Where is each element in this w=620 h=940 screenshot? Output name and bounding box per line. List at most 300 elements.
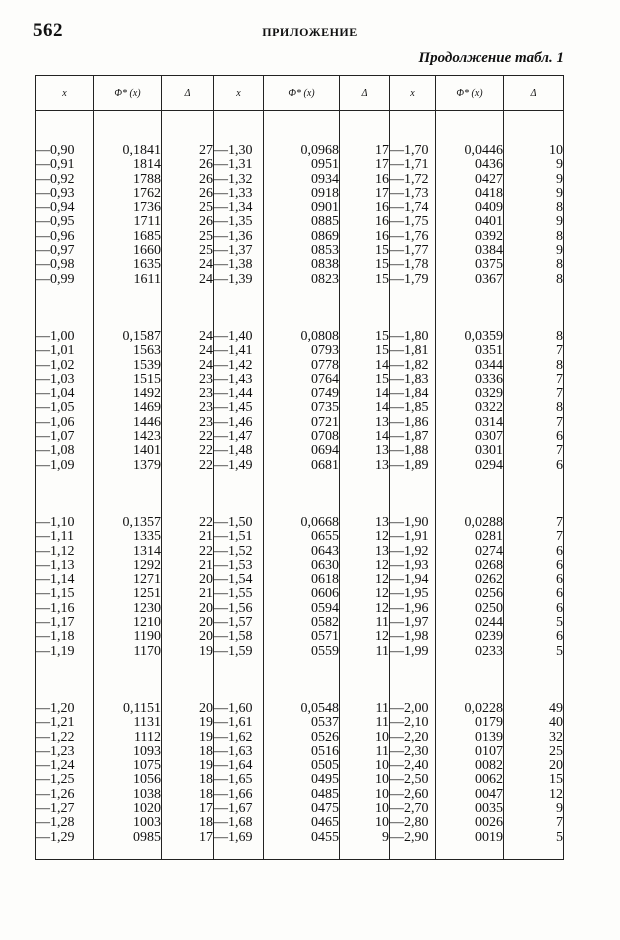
group-spacer — [504, 659, 563, 702]
table-cell: 0281 — [475, 529, 503, 545]
table-cell: —1,54 — [214, 572, 253, 588]
table-cell: 24 — [199, 257, 213, 273]
table-cell: —1,65 — [214, 772, 253, 788]
table-cell: —1,59 — [214, 643, 253, 659]
table-cell: 0375 — [475, 257, 503, 273]
table-cell: —1,22 — [36, 729, 75, 745]
table-cell: 12 — [375, 529, 389, 545]
table-cell: —1,80 — [390, 328, 429, 344]
table-cell: 0,0359 — [464, 328, 503, 344]
table-cell: 8 — [556, 328, 563, 344]
table-cell: 0301 — [475, 443, 503, 459]
table-cell: 8 — [556, 228, 563, 244]
table-cell: —1,79 — [390, 271, 429, 287]
table-header-row — [36, 76, 564, 111]
table-cell: —1,76 — [390, 228, 429, 244]
table-cell: 0918 — [311, 185, 339, 201]
table-cell: —1,28 — [36, 815, 75, 831]
table-cell: 0256 — [475, 586, 503, 602]
table-cell: —1,57 — [214, 615, 253, 631]
table-cell: 0643 — [311, 543, 339, 559]
table-cell: 0853 — [311, 243, 339, 259]
table-cell: 6 — [556, 457, 563, 473]
table-cell: 0582 — [311, 615, 339, 631]
table-cell: —2,70 — [390, 800, 429, 816]
table-cell: 20 — [199, 700, 213, 716]
group-spacer — [436, 287, 503, 330]
table-cell: 23 — [199, 414, 213, 430]
table-cell: —1,21 — [36, 715, 75, 731]
table-cell: 22 — [199, 457, 213, 473]
table-cell: 0681 — [311, 457, 339, 473]
table-cell: 0559 — [311, 643, 339, 659]
table-cell: 10 — [375, 729, 389, 745]
table-cell: 18 — [199, 772, 213, 788]
table-cell: —1,25 — [36, 772, 75, 788]
table-cell: 9 — [556, 214, 563, 230]
table-cell: —1,53 — [214, 557, 253, 573]
table-cell: —1,69 — [214, 829, 253, 845]
table-cell: —1,46 — [214, 414, 253, 430]
table-cell: —1,05 — [36, 400, 75, 416]
table-cell: —1,96 — [390, 600, 429, 616]
group-spacer — [264, 473, 339, 516]
table-cell: —1,72 — [390, 171, 429, 187]
table-cell: 24 — [199, 357, 213, 373]
table-cell: 1292 — [133, 557, 161, 573]
table-cell: 16 — [375, 171, 389, 187]
table-cell: —1,43 — [214, 371, 253, 387]
table-cell: 25 — [549, 743, 563, 759]
table-cell: —1,38 — [214, 257, 253, 273]
table-cell: 0901 — [311, 200, 339, 216]
table-cell: 15 — [375, 271, 389, 287]
table-cell: —1,62 — [214, 729, 253, 745]
table-cell: 11 — [375, 643, 389, 659]
table-cell: 1020 — [133, 800, 161, 816]
table-cell: —1,52 — [214, 543, 253, 559]
table-cell: 22 — [199, 543, 213, 559]
table-cell: 0139 — [475, 729, 503, 745]
table-cell: —1,04 — [36, 386, 75, 402]
header-phi-3: Φ* (x) — [436, 76, 504, 111]
group-spacer — [264, 659, 339, 702]
table-cell: —1,18 — [36, 629, 75, 645]
table-cell: 0455 — [311, 829, 339, 845]
table-cell: —1,77 — [390, 243, 429, 259]
table-cell: —1,74 — [390, 200, 429, 216]
table-cell: 0537 — [311, 715, 339, 731]
table-cell: —1,10 — [36, 514, 75, 530]
table-cell: 1515 — [133, 371, 161, 387]
table-cell: —1,97 — [390, 615, 429, 631]
table-cell: 15 — [375, 371, 389, 387]
column-x-3 — [390, 111, 436, 860]
table-cell: 1131 — [133, 715, 161, 731]
table-cell: 32 — [549, 729, 563, 745]
table-cell: —2,40 — [390, 758, 429, 774]
table-cell: 1736 — [133, 200, 161, 216]
table-cell: 0409 — [475, 200, 503, 216]
table-cell: 1170 — [133, 643, 161, 659]
table-cell: 0336 — [475, 371, 503, 387]
table-cell: 25 — [199, 228, 213, 244]
table-cell: 7 — [556, 514, 563, 530]
table-cell: —1,63 — [214, 743, 253, 759]
table-cell: 0268 — [475, 557, 503, 573]
table-cell: 14 — [375, 400, 389, 416]
table-cell: 18 — [199, 815, 213, 831]
table-cell: —0,96 — [36, 228, 75, 244]
table-cell: —1,85 — [390, 400, 429, 416]
group-spacer — [36, 473, 93, 516]
group-spacer — [214, 287, 263, 330]
table-cell: 0,0668 — [300, 514, 339, 530]
table-cell: 0793 — [311, 343, 339, 359]
table-cell: —1,51 — [214, 529, 253, 545]
table-cell: 19 — [199, 729, 213, 745]
table-cell: —1,02 — [36, 357, 75, 373]
table-cell: 1379 — [133, 457, 161, 473]
table-cell: 9 — [382, 829, 389, 845]
header-phi-2: Φ* (x) — [264, 76, 340, 111]
table-cell: —0,90 — [36, 143, 75, 158]
table-cell: 11 — [375, 700, 389, 716]
table-cell: 0,1357 — [122, 514, 161, 530]
table-cell: 7 — [556, 386, 563, 402]
table-cell: 1075 — [133, 758, 161, 774]
table-cell: —1,00 — [36, 328, 75, 344]
table-cell: —1,07 — [36, 429, 75, 445]
table-continuation-caption: Продолжение табл. 1 — [418, 50, 564, 66]
table-cell: 19 — [199, 643, 213, 659]
table-cell: —2,20 — [390, 729, 429, 745]
table-cell: 5 — [556, 615, 563, 631]
table-cell: 10 — [375, 786, 389, 802]
table-cell: 0,1151 — [123, 700, 161, 716]
table-cell: —1,24 — [36, 758, 75, 774]
table-cell: 0495 — [311, 772, 339, 788]
table-cell: 0,1587 — [122, 328, 161, 344]
table-cell: —1,33 — [214, 185, 253, 201]
table-cell: 6 — [556, 429, 563, 445]
table-cell: —1,92 — [390, 543, 429, 559]
table-cell: 1814 — [133, 157, 161, 173]
table-cell: 10 — [375, 758, 389, 774]
table-cell: 1635 — [133, 257, 161, 273]
table-cell: 1190 — [133, 629, 161, 645]
table-cell: 1093 — [133, 743, 161, 759]
table-cell: —1,87 — [390, 429, 429, 445]
group-spacer — [94, 473, 161, 516]
column-delta-3 — [504, 111, 564, 860]
table-cell: 10 — [549, 143, 563, 158]
table-cell: 16 — [375, 200, 389, 216]
table-cell: 8 — [556, 271, 563, 287]
table-cell: 11 — [375, 715, 389, 731]
table-cell: 13 — [375, 414, 389, 430]
table-cell: 0,1841 — [122, 143, 161, 158]
table-cell: —1,60 — [214, 700, 253, 716]
table-cell: 9 — [556, 243, 563, 259]
table-cell: 14 — [375, 386, 389, 402]
table-cell: 7 — [556, 529, 563, 545]
table-cell: —1,19 — [36, 643, 75, 659]
table-cell: —1,13 — [36, 557, 75, 573]
table-cell: 1112 — [134, 729, 161, 745]
table-cell: 1210 — [133, 615, 161, 631]
table-cell: 0082 — [475, 758, 503, 774]
table-cell: —1,12 — [36, 543, 75, 559]
table-cell: 20 — [199, 629, 213, 645]
table-cell: 1423 — [133, 429, 161, 445]
table-cell: 0107 — [475, 743, 503, 759]
table-cell: 23 — [199, 371, 213, 387]
table-cell: 22 — [199, 429, 213, 445]
column-delta-1 — [162, 111, 214, 860]
table-cell: 11 — [375, 743, 389, 759]
table-cell: 11 — [375, 615, 389, 631]
table-cell: —1,49 — [214, 457, 253, 473]
table-cell: —1,91 — [390, 529, 429, 545]
table-cell: 15 — [375, 328, 389, 344]
table-cell: —1,47 — [214, 429, 253, 445]
header-delta-2: Δ — [340, 76, 390, 111]
table-cell: —1,68 — [214, 815, 253, 831]
table-cell: —1,20 — [36, 700, 75, 716]
table-cell: —0,93 — [36, 185, 75, 201]
table-cell: 21 — [199, 557, 213, 573]
column-phi-2 — [264, 111, 340, 860]
table-cell: 0179 — [475, 715, 503, 731]
table-cell: 0294 — [475, 457, 503, 473]
table-cell: —1,86 — [390, 414, 429, 430]
table-cell: 15 — [375, 343, 389, 359]
table-cell: 13 — [375, 443, 389, 459]
group-spacer — [214, 659, 263, 702]
table-cell: —2,60 — [390, 786, 429, 802]
table-cell: —1,93 — [390, 557, 429, 573]
table-cell: 1660 — [133, 243, 161, 259]
table-cell: 0838 — [311, 257, 339, 273]
table-cell: 9 — [556, 171, 563, 187]
table-cell: —1,48 — [214, 443, 253, 459]
table-cell: 19 — [199, 715, 213, 731]
table-cell: —1,70 — [390, 143, 429, 158]
table-cell: 0418 — [475, 185, 503, 201]
header-delta-3: Δ — [504, 76, 564, 111]
table-cell: —1,40 — [214, 328, 253, 344]
table-cell: —0,92 — [36, 171, 75, 187]
table-cell: —1,26 — [36, 786, 75, 802]
group-spacer — [340, 287, 389, 330]
table-cell: 19 — [199, 758, 213, 774]
table-cell: 14 — [375, 429, 389, 445]
table-cell: —1,75 — [390, 214, 429, 230]
table-cell: 0778 — [311, 357, 339, 373]
table-cell: —1,82 — [390, 357, 429, 373]
header-x-2: x — [214, 76, 264, 111]
table-cell: —1,29 — [36, 829, 75, 845]
table-cell: 7 — [556, 343, 563, 359]
table-cell: 1056 — [133, 772, 161, 788]
table-cell: 1469 — [133, 400, 161, 416]
table-cell: 0,0968 — [300, 143, 339, 158]
table-cell: —1,41 — [214, 343, 253, 359]
table-cell: 1788 — [133, 171, 161, 187]
table-cell: 12 — [375, 586, 389, 602]
table-cell: 0606 — [311, 586, 339, 602]
table-cell: —1,42 — [214, 357, 253, 373]
table-cell: 0401 — [475, 214, 503, 230]
table-cell: 1711 — [133, 214, 161, 230]
table-cell: 26 — [199, 214, 213, 230]
table-cell: 10 — [375, 772, 389, 788]
table-cell: 1314 — [133, 543, 161, 559]
table-cell: 13 — [375, 543, 389, 559]
table-cell: 8 — [556, 400, 563, 416]
table-cell: 1251 — [133, 586, 161, 602]
table-cell: —1,90 — [390, 514, 429, 530]
table-cell: 0708 — [311, 429, 339, 445]
table-cell: —1,61 — [214, 715, 253, 731]
table-cell: 6 — [556, 543, 563, 559]
table-cell: 24 — [199, 271, 213, 287]
table-cell: 0485 — [311, 786, 339, 802]
table-cell: 20 — [199, 572, 213, 588]
table-cell: 0618 — [311, 572, 339, 588]
table-cell: —0,99 — [36, 271, 75, 287]
table-cell: 0516 — [311, 743, 339, 759]
table-cell: 12 — [375, 572, 389, 588]
table-cell: 0250 — [475, 600, 503, 616]
table-cell: 0721 — [311, 414, 339, 430]
table-cell: 17 — [199, 800, 213, 816]
table-cell: —0,94 — [36, 200, 75, 216]
table-cell: 0764 — [311, 371, 339, 387]
table-cell: 0047 — [475, 786, 503, 802]
table-cell: —1,64 — [214, 758, 253, 774]
table-cell: —1,78 — [390, 257, 429, 273]
table-cell: 18 — [199, 743, 213, 759]
table-cell: 7 — [556, 815, 563, 831]
table-cell: 0062 — [475, 772, 503, 788]
table-cell: 21 — [199, 586, 213, 602]
table-cell: 15 — [549, 772, 563, 788]
table-cell: 1335 — [133, 529, 161, 545]
table-cell: 0239 — [475, 629, 503, 645]
table-cell: 8 — [556, 257, 563, 273]
table-cell: 21 — [199, 529, 213, 545]
table-cell: 22 — [199, 443, 213, 459]
table-cell: 6 — [556, 629, 563, 645]
table-cell: 49 — [549, 700, 563, 716]
header-delta-1: Δ — [162, 76, 214, 111]
table-cell: 1401 — [133, 443, 161, 459]
table-cell: —2,10 — [390, 715, 429, 731]
table-cell: —1,17 — [36, 615, 75, 631]
group-spacer — [162, 287, 213, 330]
table-cell: —1,36 — [214, 228, 253, 244]
column-delta-2 — [340, 111, 390, 860]
table-cell: 0384 — [475, 243, 503, 259]
table-cell: 26 — [199, 185, 213, 201]
table-cell: 0505 — [311, 758, 339, 774]
table-cell: 6 — [556, 586, 563, 602]
table-cell: —0,91 — [36, 157, 75, 173]
table-cell: 26 — [199, 171, 213, 187]
table-cell: —2,30 — [390, 743, 429, 759]
group-spacer — [504, 287, 563, 330]
table-cell: —2,90 — [390, 829, 429, 845]
table-cell: 16 — [375, 214, 389, 230]
group-spacer — [504, 473, 563, 516]
table-cell: 0392 — [475, 228, 503, 244]
table-cell: —1,66 — [214, 786, 253, 802]
table-cell: 0262 — [475, 572, 503, 588]
table-cell: 1611 — [133, 271, 161, 287]
table-cell: 0526 — [311, 729, 339, 745]
table-cell: 0655 — [311, 529, 339, 545]
table-cell: 23 — [199, 400, 213, 416]
table-cell: 40 — [549, 715, 563, 731]
table-cell: 0314 — [475, 414, 503, 430]
table-cell: 1563 — [133, 343, 161, 359]
normal-distribution-table — [35, 75, 564, 860]
table-cell: 0594 — [311, 600, 339, 616]
table-cell: 10 — [375, 800, 389, 816]
table-cell: 1230 — [133, 600, 161, 616]
table-cell: 9 — [556, 800, 563, 816]
table-cell: —1,35 — [214, 214, 253, 230]
table-cell: —1,31 — [214, 157, 253, 173]
table-cell: 0329 — [475, 386, 503, 402]
table-cell: 0274 — [475, 543, 503, 559]
table-cell: 0427 — [475, 171, 503, 187]
table-cell: —1,39 — [214, 271, 253, 287]
table-cell: 22 — [199, 514, 213, 530]
table-cell: 0823 — [311, 271, 339, 287]
table-cell: —1,67 — [214, 800, 253, 816]
table-cell: 0233 — [475, 643, 503, 659]
table-cell: —1,27 — [36, 800, 75, 816]
table-cell: 26 — [199, 157, 213, 173]
table-cell: 9 — [556, 157, 563, 173]
group-spacer — [390, 659, 435, 702]
table-cell: 0571 — [311, 629, 339, 645]
group-spacer — [214, 473, 263, 516]
table-cell: —1,81 — [390, 343, 429, 359]
table-cell: 17 — [375, 185, 389, 201]
table-cell: 1271 — [133, 572, 161, 588]
table-cell: 23 — [199, 386, 213, 402]
table-cell: 24 — [199, 328, 213, 344]
table-cell: 20 — [199, 600, 213, 616]
table-cell: 8 — [556, 200, 563, 216]
table-cell: 1446 — [133, 414, 161, 430]
group-spacer — [36, 287, 93, 330]
table-cell: 7 — [556, 443, 563, 459]
table-cell: —1,08 — [36, 443, 75, 459]
group-spacer — [340, 659, 389, 702]
table-cell: 24 — [199, 343, 213, 359]
table-cell: 0026 — [475, 815, 503, 831]
table-cell: —2,80 — [390, 815, 429, 831]
table-cell: 25 — [199, 200, 213, 216]
table-cell: 1539 — [133, 357, 161, 373]
group-spacer — [94, 659, 161, 702]
table-cell: 17 — [199, 829, 213, 845]
